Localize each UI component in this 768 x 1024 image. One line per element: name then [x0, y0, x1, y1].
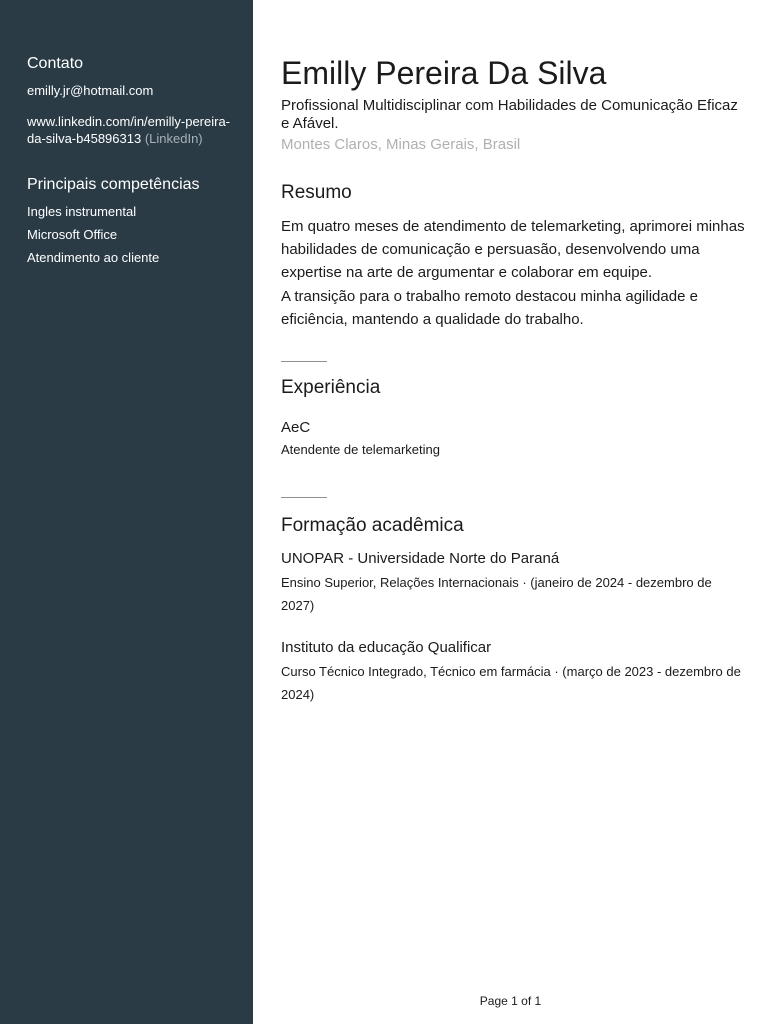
linkedin-label: (LinkedIn): [144, 131, 203, 146]
skills-section: [27, 175, 245, 266]
experience-heading: Experiência: [281, 377, 381, 398]
profile-name: Emilly Pereira Da Silva: [281, 55, 607, 91]
linkedin-url[interactable]: www.linkedin.com/in/emilly-pereira-da-silva-b45896313: [27, 114, 231, 146]
summary-paragraph-1: Em quatro meses de atendimento de telemarketing, aprimorei minhas habilidades de comunicação e persuasão, desenvolvendo uma expertise na arte de argumentar e colaborar em equipe.: [281, 218, 745, 282]
skill-item: Ingles instrumental: [27, 204, 137, 219]
sidebar: [0, 0, 253, 1024]
summary-text: [281, 215, 746, 331]
skill-item: Microsoft Office: [27, 227, 118, 242]
profile-location: Montes Claros, Minas Gerais, Brasil: [281, 136, 521, 153]
email-link[interactable]: emilly.jr@hotmail.com: [27, 83, 154, 98]
experience-company: AeC: [281, 419, 311, 436]
experience-role: Atendente de telemarketing: [281, 442, 440, 457]
education-heading: Formação acadêmica: [281, 515, 464, 536]
education-details: Curso Técnico Integrado, Técnico em farmácia · (março de 2023 - dezembro de 2024): [281, 664, 741, 702]
page-footer: [0, 993, 768, 1009]
page-number: Page 1 of 1: [479, 994, 542, 1008]
contact-section: [27, 54, 245, 147]
summary-paragraph-2: A transição para o trabalho remoto destacou minha agilidade e eficiência, mantendo a qualidade do trabalho.: [281, 287, 698, 328]
contact-heading: Contato: [27, 55, 84, 72]
education-school: Instituto da educação Qualificar: [281, 639, 492, 656]
summary-heading: Resumo: [281, 182, 352, 203]
education-school: UNOPAR - Universidade Norte do Paraná: [281, 550, 560, 567]
education-details: Ensino Superior, Relações Internacionais · (janeiro de 2024 - dezembro de 2027): [281, 575, 712, 613]
section-divider: [281, 361, 327, 362]
skills-heading: Principais competências: [27, 176, 200, 193]
linkedin-link[interactable]: [27, 113, 245, 147]
profile-headline: Profissional Multidisciplinar com Habilidades de Comunicação Eficaz e Afável.: [281, 97, 738, 132]
skill-item: Atendimento ao cliente: [27, 250, 160, 265]
section-divider: [281, 497, 327, 498]
